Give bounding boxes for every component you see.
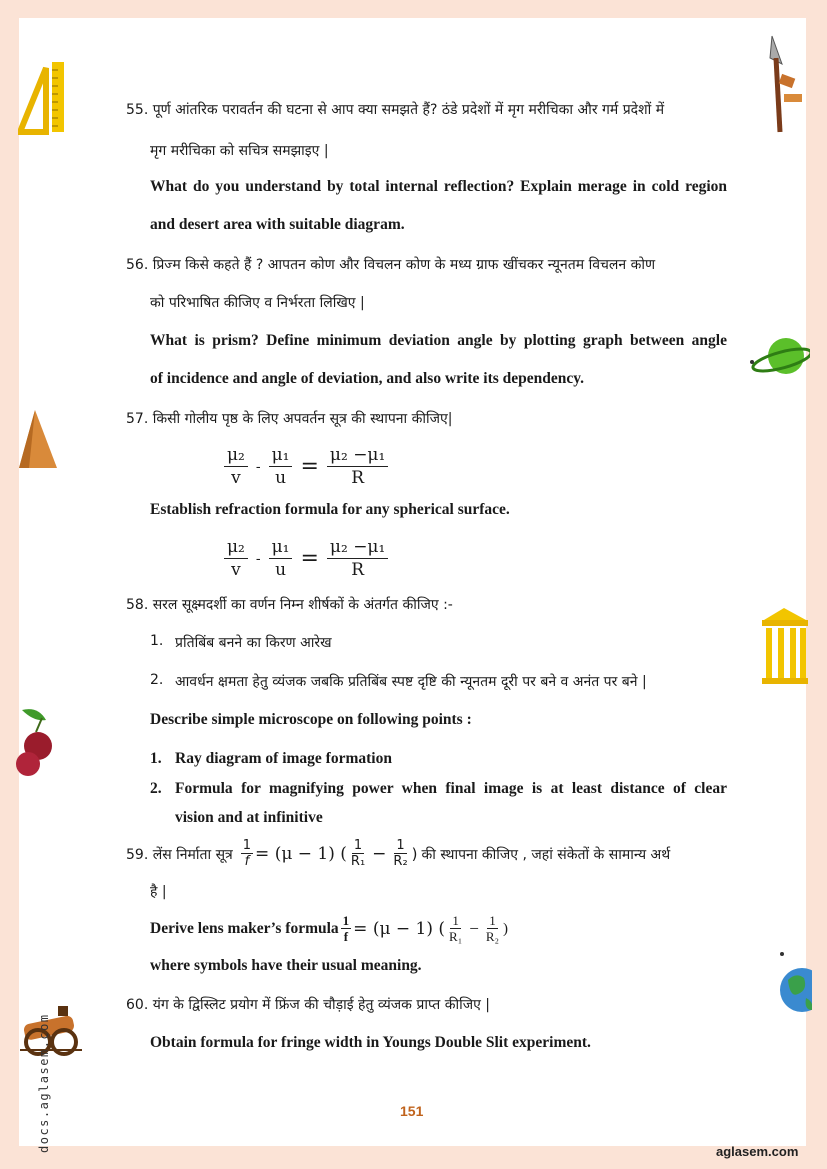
q58-hindi-item2: आवर्धन क्षमता हेतु व्यंजक जबकि प्रतिबिंब स्पष्ट दृष्टि की न्यूनतम दूरी पर बने व अनंत पर बने | [175, 674, 647, 690]
q58-english-item2-line1: Formula for magnifying power when final image is at least distance of clear [175, 780, 727, 797]
planet-icon [748, 334, 810, 382]
q58-hindi-item2-number: 2. [150, 672, 164, 688]
q58-english-item2-line2: vision and at infinitive [175, 809, 323, 826]
q58-hindi-line1: 58. सरल सूक्ष्मदर्शी का वर्णन निम्न शीर्षकों के अंतर्गत कीजिए :- [126, 597, 453, 613]
q59-hindi-line1: 59. लेंस निर्माता सूत्र $\frac{1}{f}$ = (μ − 1) ( $\frac{1}{\text{R₁}}$ − $\frac{1}{\text{R₂}}$ ) की स्थापना कीजिए , जहां संकेतों के सामान्य अर्थ [126, 838, 671, 869]
spear-icon [766, 34, 810, 134]
q60-hindi-line1: 60. यंग के द्विस्लिट प्रयोग में फ्रिंज की चौड़ाई हेतु व्यंजक प्राप्त कीजिए | [126, 997, 491, 1013]
refraction-formula-1: $\frac{\text{μ₂}}{v}$ - $\frac{\text{μ₁}}{u}$ = $\frac{\text{μ₂ −μ₁}}{R}$ [220, 445, 392, 488]
q56-hindi-line2: को परिभाषित कीजिए व निर्भरता लिखिए | [150, 295, 365, 311]
q59-hindi-suffix: की स्थापना कीजिए , जहां संकेतों के सामान्य अर्थ [421, 846, 671, 863]
cannon-icon [18, 1000, 84, 1058]
page-number: 151 [400, 1103, 424, 1119]
q59-hindi-line2: है | [150, 884, 167, 900]
q59-hindi-prefix: 59. लेंस निर्माता सूत्र [126, 846, 233, 863]
q58-english-item1: Ray diagram of image formation [175, 750, 392, 767]
q55-hindi-line1: 55. पूर्ण आंतरिक परावर्तन की घटना से आप क्या समझते हैं? ठंडे प्रदेशों में मृग मरीचिका और गर्म प्रदेशों में [126, 102, 665, 118]
q56-hindi-line1: 56. प्रिज्म किसे कहते हैं ? आपतन कोण और विचलन कोण के मध्य ग्राफ खींचकर न्यूनतम विचलन कोण [126, 257, 656, 273]
q58-english-line1: Describe simple microscope on following points : [150, 711, 472, 728]
q55-english-line2: and desert area with suitable diagram. [150, 216, 405, 233]
q58-english-item1-number: 1. [150, 750, 162, 767]
q57-hindi-line1: 57. किसी गोलीय पृष्ठ के लिए अपवर्तन सूत्र की स्थापना कीजिए| [126, 411, 453, 427]
pyramid-icon [19, 408, 59, 470]
q58-english-item2-number: 2. [150, 780, 162, 797]
q57-english-line1: Establish refraction formula for any spherical surface. [150, 501, 510, 518]
refraction-formula-2: $\frac{\text{μ₂}}{v}$ - $\frac{\text{μ₁}}{u}$ = $\frac{\text{μ₂ −μ₁}}{R}$ [220, 537, 392, 580]
q55-hindi-line2: मृग मरीचिका को सचित्र समझाइए | [150, 143, 329, 159]
q56-english-line1: What is prism? Define minimum deviation angle by plotting graph between angle [150, 332, 727, 349]
q55-english-line1: What do you understand by total internal reflection? Explain merage in cold region [150, 178, 727, 195]
q58-hindi-item1-number: 1. [150, 633, 164, 649]
ruler-triangle-icon [18, 60, 68, 135]
globe-icon [778, 950, 812, 1020]
side-watermark: docs.aglasem.com [37, 1013, 51, 1153]
q56-english-line2: of incidence and angle of deviation, and also write its dependency. [150, 370, 585, 387]
q59-english-line1: Derive lens maker’s formula $\frac{1}{f}$ = (μ − 1) ( $\frac{1}{\text{R₁}}$ − $\frac{1}{\text{R₂}}$ ) [150, 913, 509, 944]
temple-icon [760, 606, 808, 686]
site-footer[interactable]: aglasem.com [716, 1144, 799, 1159]
cherry-icon [16, 706, 58, 778]
q59-english-line2: where symbols have their usual meaning. [150, 957, 422, 974]
q60-english-line1: Obtain formula for fringe width in Youngs Double Slit experiment. [150, 1034, 591, 1051]
q58-hindi-item1: प्रतिबिंब बनने का किरण आरेख [175, 635, 332, 651]
q59-english-prefix: Derive lens maker’s formula [150, 920, 339, 937]
